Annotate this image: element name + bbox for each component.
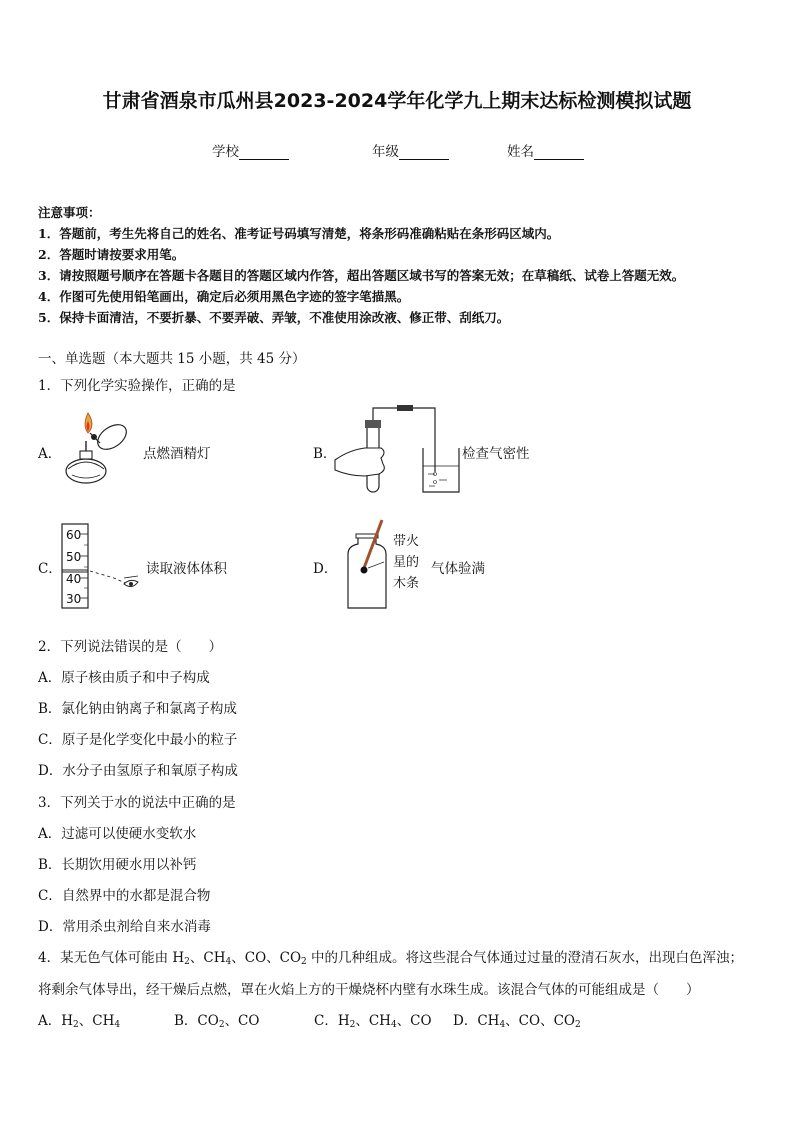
- subscript: 4: [225, 957, 232, 967]
- grade-field: [372, 140, 449, 160]
- alcohol-lamp-illustration: [60, 403, 145, 491]
- page-title: 甘肃省酒泉市瓜州县2023-2024学年化学九上期末达标检测模拟试题: [102, 90, 692, 112]
- subscript: 2: [184, 957, 190, 967]
- q4-text: 、CO、CO: [505, 1013, 575, 1029]
- q4-text: D．CH: [453, 1013, 500, 1029]
- subscript: 4: [114, 1020, 121, 1030]
- q4-text: C．H: [314, 1013, 350, 1029]
- q2-option-a: A．原子核由质子和中子构成: [38, 670, 210, 686]
- q2-option-d: D．水分子由氢原子和氧原子构成: [38, 763, 238, 779]
- question-4-stem-line-2: 将剩余气体导出，经干燥后点燃，罩在火焰上方的干燥烧杯内壁有水珠生成。该混合气体的可能组成是（ ）: [38, 982, 700, 998]
- q4-option-d: [453, 1009, 581, 1030]
- stick-label-1: 带火: [393, 534, 420, 549]
- q3-option-c: C．自然界中的水都是混合物: [38, 888, 211, 904]
- cylinder-tick-60: 60: [66, 528, 82, 542]
- subscript: 2: [218, 1020, 225, 1030]
- question-4-stem-line-1: [38, 946, 743, 967]
- q4-text: 、CO: [396, 1013, 432, 1029]
- q4-option-c: [314, 1009, 432, 1030]
- q4-option-b: [174, 1009, 259, 1030]
- notice-heading: 注意事项：: [38, 205, 101, 220]
- q4-text: B．CO: [174, 1013, 219, 1029]
- q4-text: 、CO: [224, 1013, 260, 1029]
- notice-block: [38, 202, 684, 328]
- q3-option-d: D．常用杀虫剂给自来水消毒: [38, 919, 211, 935]
- grade-blank: [399, 145, 449, 160]
- q3-option-a: A．过滤可以使硬水变软水: [38, 826, 197, 842]
- grade-label: 年级: [372, 144, 399, 160]
- airtightness-check-illustration: [335, 402, 465, 497]
- notice-item: 3．请按照题号顺序在答题卡各题目的答题区域内作答，超出答题区域书写的答案无效；在草稿纸、试卷上答题无效。: [38, 268, 685, 283]
- q2-option-b: B．氯化钠由钠离子和氯离子构成: [38, 701, 237, 717]
- cylinder-tick-30: 30: [66, 592, 82, 606]
- q3-option-b: B．长期饮用硬水用以补钙: [38, 857, 197, 873]
- question-1-stem: 1．下列化学实验操作，正确的是: [38, 378, 236, 394]
- q2-option-c: C．原子是化学变化中最小的粒子: [38, 732, 238, 748]
- q4-text: 、CH: [189, 950, 226, 966]
- subscript: 2: [301, 957, 307, 967]
- q1-option-b-letter: B．: [313, 446, 337, 462]
- school-field: [212, 140, 289, 160]
- subscript: 4: [499, 1020, 506, 1030]
- stick-label-3: 木条: [393, 576, 420, 591]
- q1-option-a-letter: A．: [38, 446, 62, 462]
- q1-option-a-caption: 点燃酒精灯: [143, 446, 211, 462]
- subscript: 2: [574, 1020, 581, 1030]
- q4-text: 中的几种组成。将这些混合气体通过过量的澄清石灰水，出现白色浑浊；: [306, 950, 744, 966]
- subscript: 2: [73, 1020, 79, 1030]
- q4-text: 、CO、CO: [231, 950, 302, 966]
- notice-item: 5．保持卡面清洁，不要折暴、不要弄破、弄皱，不准使用涂改液、修正带、刮纸刀。: [38, 310, 510, 325]
- q4-text: 4．某无色气体可能由 H: [38, 950, 185, 966]
- q4-text: 、CH: [78, 1013, 115, 1029]
- q1-option-b-caption: 检查气密性: [462, 446, 530, 462]
- name-field: [507, 140, 584, 160]
- section-heading: 一、单选题（本大题共 15 小题，共 45 分）: [38, 351, 306, 367]
- q1-option-c-letter: C．: [38, 561, 62, 577]
- q1-option-d-caption: 气体验满: [431, 561, 485, 577]
- cylinder-tick-40: 40: [66, 572, 82, 586]
- name-label: 姓名: [507, 144, 534, 160]
- gas-bottle-illustration: [344, 518, 394, 612]
- q4-option-a: [38, 1009, 120, 1030]
- notice-item: 1．答题前，考生先将自己的姓名、准考证号码填写清楚，将条形码准确粘贴在条形码区域内。: [38, 226, 560, 241]
- q1-option-c-caption: 读取液体体积: [146, 561, 227, 577]
- cylinder-tick-50: 50: [66, 550, 82, 564]
- notice-item: 2．答题时请按要求用笔。: [38, 247, 185, 262]
- q4-text: A．H: [38, 1013, 74, 1029]
- q4-text: 、CH: [355, 1013, 391, 1029]
- question-2-stem: 2．下列说法错误的是（ ）: [38, 639, 223, 655]
- subscript: 4: [390, 1020, 397, 1030]
- school-blank: [239, 145, 289, 160]
- question-3-stem: 3．下列关于水的说法中正确的是: [38, 795, 236, 811]
- name-blank: [534, 145, 584, 160]
- notice-item: 4．作图可先使用铅笔画出，确定后必须用黑色字迹的签字笔描黑。: [38, 289, 410, 304]
- school-label: 学校: [212, 144, 239, 160]
- subscript: 2: [349, 1020, 356, 1030]
- stick-label-2: 星的: [393, 555, 420, 570]
- q1-option-d-letter: D．: [313, 561, 338, 577]
